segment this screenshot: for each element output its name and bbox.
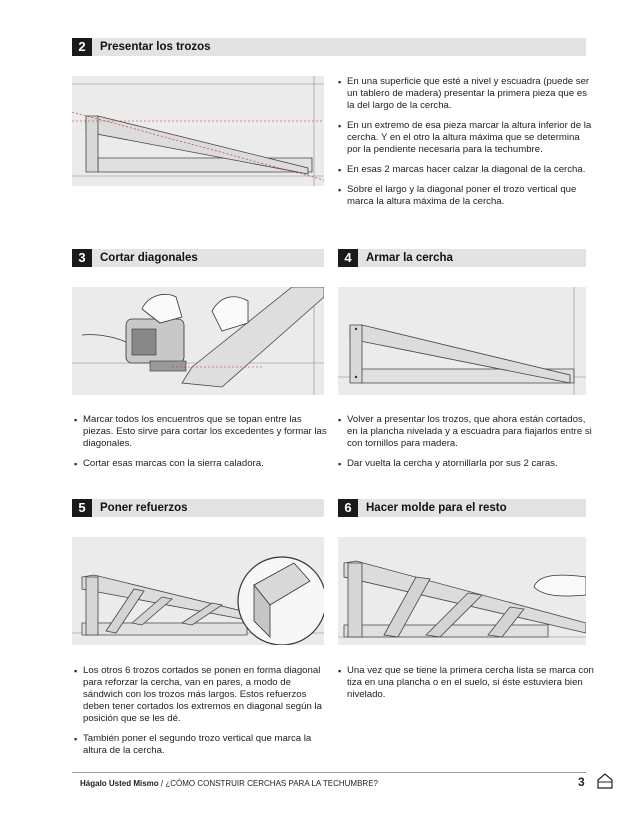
footer-separator: / xyxy=(158,779,166,788)
section-4-bullets xyxy=(338,414,594,478)
bullet: ▪ Volver a presentar los trozos, que ahora están cortados, en la plancha nivelada y a escuadra para fiajarlos entre si con tornillos para madera. xyxy=(338,414,594,450)
footer-title: ¿CÓMO CONSTRUIR CERCHAS PARA LA TECHUMBRE? xyxy=(165,779,378,788)
illustration-svg xyxy=(338,287,586,395)
footer-text xyxy=(80,779,378,788)
illustration-make-template xyxy=(338,537,586,645)
illustration-add-reinforcements xyxy=(72,537,324,645)
bullet: ▪ También poner el segundo trozo vertical que marca la altura de la cercha. xyxy=(74,733,330,757)
section-2-header xyxy=(72,38,586,56)
section-2-bullets xyxy=(338,76,594,216)
section-3-header xyxy=(72,249,324,267)
footer-brand: Hágalo Usted Mismo xyxy=(80,779,159,788)
section-title: Cortar diagonales xyxy=(100,252,198,264)
section-title: Poner refuerzos xyxy=(100,502,188,514)
section-number: 6 xyxy=(338,499,358,517)
bullet: ▪ Una vez que se tiene la primera cercha lista se marca con tiza en una plancha o en el suelo, si éste estuviera bien nivelado. xyxy=(338,665,594,701)
section-4-header xyxy=(338,249,586,267)
bullet: ▪ En una superficie que esté a nivel y escuadra (puede ser un tablero de madera) presentar la primera pieza que es la del largo de la cercha. xyxy=(338,76,594,112)
house-icon xyxy=(596,773,614,789)
section-number: 3 xyxy=(72,249,92,267)
section-number: 2 xyxy=(72,38,92,56)
section-6-header xyxy=(338,499,586,517)
section-3-bullets xyxy=(74,414,330,478)
bullet: ▪ En esas 2 marcas hacer calzar la diagonal de la cercha. xyxy=(338,164,594,176)
bullet: ▪ Marcar todos los encuentros que se topan entre las piezas. Esto sirve para cortar los excedentes y formar las diagonales. xyxy=(74,414,330,450)
illustration-svg xyxy=(72,537,324,645)
page-number: 3 xyxy=(578,775,585,789)
illustration-assemble-truss xyxy=(338,287,586,395)
illustration-svg xyxy=(72,76,324,186)
section-number: 5 xyxy=(72,499,92,517)
illustration-cut-diagonals xyxy=(72,287,324,395)
bullet: ▪ Dar vuelta la cercha y atornillarla por sus 2 caras. xyxy=(338,458,594,470)
bullet: ▪ En un extremo de esa pieza marcar la altura inferior de la cercha. Y en el otro la altura máxima que se determina por la pendiente necesaria para la techumbre. xyxy=(338,120,594,156)
section-5-bullets xyxy=(74,665,330,765)
bullet: ▪ Sobre el largo y la diagonal poner el trozo vertical que marca la altura máxima de la cercha. xyxy=(338,184,594,208)
footer-divider xyxy=(72,772,586,773)
section-number: 4 xyxy=(338,249,358,267)
illustration-present-pieces xyxy=(72,76,324,186)
illustration-svg xyxy=(338,537,586,645)
bullet: ▪ Los otros 6 trozos cortados se ponen en forma diagonal para reforzar la cercha, van en pares, a modo de sándwich con los trozos más largos. Estos refuerzos deben tener cortados los extremos en diagonal según la posición que se les dé. xyxy=(74,665,330,725)
section-title: Hacer molde para el resto xyxy=(366,502,507,514)
section-6-bullets xyxy=(338,665,594,709)
section-title: Presentar los trozos xyxy=(100,41,211,53)
section-5-header xyxy=(72,499,324,517)
illustration-svg xyxy=(72,287,324,395)
section-title: Armar la cercha xyxy=(366,252,453,264)
bullet: ▪ Cortar esas marcas con la sierra caladora. xyxy=(74,458,330,470)
